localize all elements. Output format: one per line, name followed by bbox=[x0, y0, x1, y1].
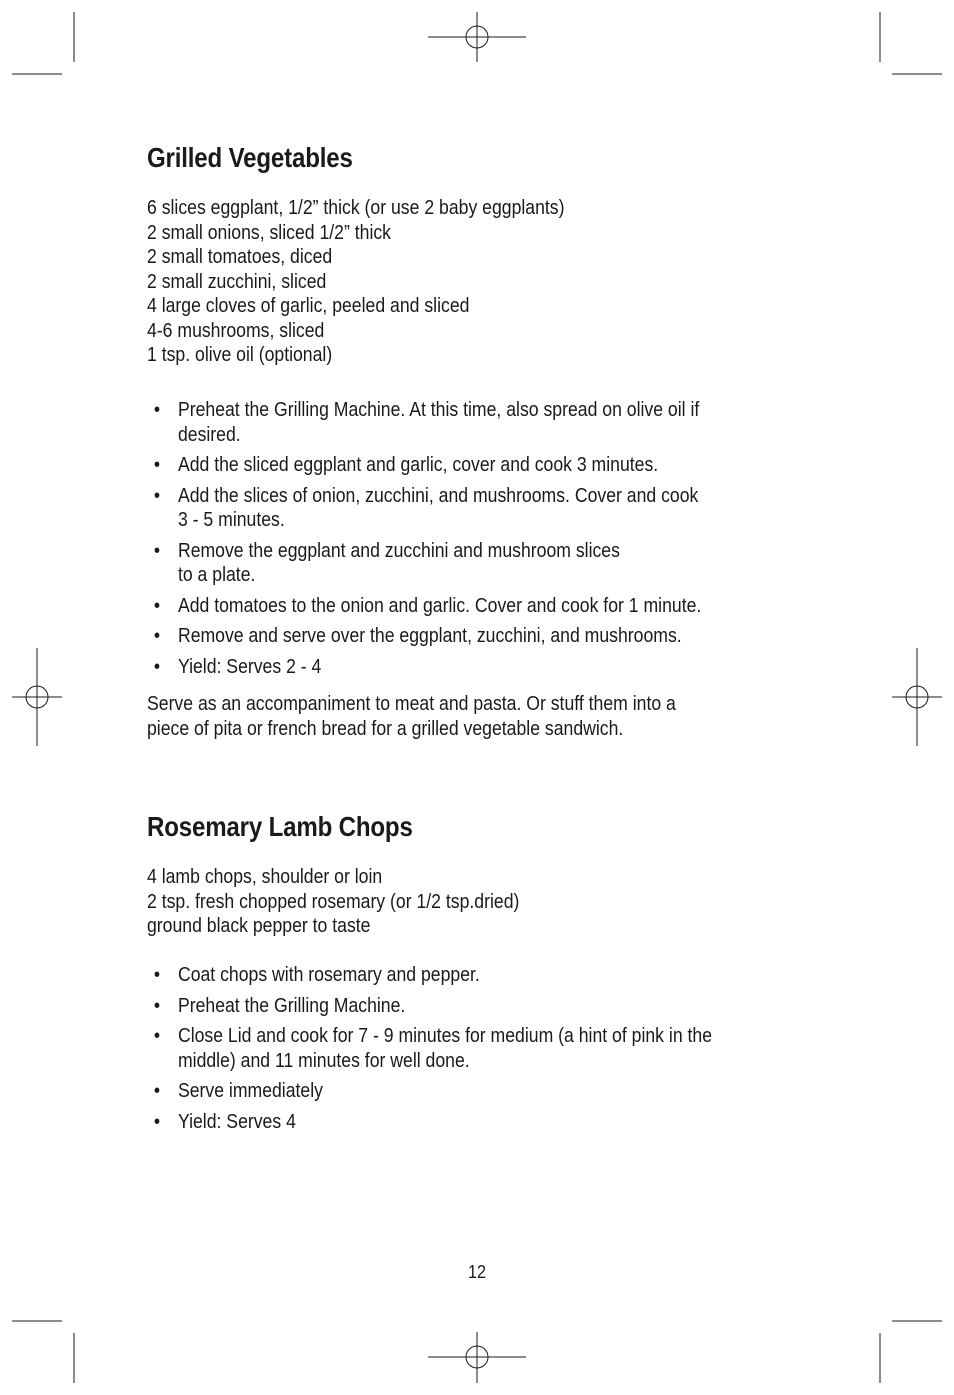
bullet-icon: • bbox=[153, 1109, 161, 1133]
recipe-title: Grilled Vegetables bbox=[147, 142, 353, 173]
step-text: Yield: Serves 2 - 4 bbox=[177, 654, 322, 678]
step-text: Add tomatoes to the onion and garlic. Cover and cook for 1 minute. bbox=[177, 593, 702, 617]
step-text: Preheat the Grilling Machine. bbox=[177, 993, 406, 1017]
instruction-step bbox=[147, 453, 796, 478]
bullet-icon: • bbox=[153, 398, 161, 421]
instruction-step bbox=[147, 624, 796, 649]
step-text: Yield: Serves 4 bbox=[177, 1109, 296, 1133]
ingredient-item: 4 large cloves of garlic, peeled and sliced bbox=[147, 294, 470, 317]
step-text: Remove the eggplant and zucchini and mushroom slices to a plate. bbox=[177, 538, 620, 586]
instruction-step bbox=[147, 484, 796, 533]
bullet-icon: • bbox=[153, 453, 161, 476]
ingredient-list bbox=[147, 196, 564, 368]
bullet-icon: • bbox=[153, 538, 161, 562]
step-text: Coat chops with rosemary and pepper. bbox=[177, 963, 480, 986]
ingredient-list bbox=[147, 865, 519, 939]
instruction-step bbox=[147, 539, 796, 588]
ingredient-item: 4 lamb chops, shoulder or loin bbox=[147, 865, 383, 888]
step-text: Remove and serve over the eggplant, zucchini, and mushrooms. bbox=[177, 624, 682, 647]
instruction-step bbox=[147, 1110, 796, 1135]
instruction-list bbox=[147, 963, 796, 1140]
instruction-step bbox=[147, 1024, 796, 1073]
bullet-icon: • bbox=[153, 593, 161, 617]
bullet-icon: • bbox=[153, 993, 161, 1017]
instruction-step bbox=[147, 398, 796, 447]
step-text: Close Lid and cook for 7 - 9 minutes for medium (a hint of pink in the middle) and 11 minutes for well done. bbox=[177, 1024, 713, 1072]
ingredient-item: 1 tsp. olive oil (optional) bbox=[147, 343, 333, 366]
instruction-step bbox=[147, 963, 796, 988]
instruction-step bbox=[147, 594, 796, 619]
ingredient-item: 6 slices eggplant, 1/2” thick (or use 2 baby eggplants) bbox=[147, 196, 565, 219]
step-text: Preheat the Grilling Machine. At this time, also spread on olive oil if desired. bbox=[177, 398, 700, 446]
instruction-step bbox=[147, 1079, 796, 1104]
bullet-icon: • bbox=[153, 1024, 161, 1047]
instruction-list bbox=[147, 398, 796, 685]
step-text: Serve immediately bbox=[177, 1079, 323, 1102]
page-number: 12 bbox=[467, 1262, 487, 1282]
bullet-icon: • bbox=[153, 963, 161, 986]
ingredient-item: 2 tsp. fresh chopped rosemary (or 1/2 tsp.dried) bbox=[147, 889, 520, 913]
instruction-step bbox=[147, 994, 796, 1019]
ingredient-item: ground black pepper to taste bbox=[147, 914, 371, 937]
step-text: Add the slices of onion, zucchini, and mushrooms. Cover and cook 3 - 5 minutes. bbox=[177, 483, 699, 531]
bullet-icon: • bbox=[153, 483, 161, 507]
instruction-step bbox=[147, 655, 796, 680]
step-text: Add the sliced eggplant and garlic, cover and cook 3 minutes. bbox=[177, 453, 659, 476]
ingredient-item: 4-6 mushrooms, sliced bbox=[147, 318, 325, 342]
recipe-title: Rosemary Lamb Chops bbox=[147, 811, 413, 842]
ingredient-item: 2 small onions, sliced 1/2” thick bbox=[147, 220, 391, 244]
serving-note: Serve as an accompaniment to meat and pasta. Or stuff them into a piece of pita or french bread for a grilled vegetable sandwich. bbox=[147, 692, 676, 740]
ingredient-item: 2 small zucchini, sliced bbox=[147, 269, 327, 293]
ingredient-item: 2 small tomatoes, diced bbox=[147, 245, 333, 268]
bullet-icon: • bbox=[153, 624, 161, 647]
bullet-icon: • bbox=[153, 1079, 161, 1102]
bullet-icon: • bbox=[153, 654, 161, 678]
